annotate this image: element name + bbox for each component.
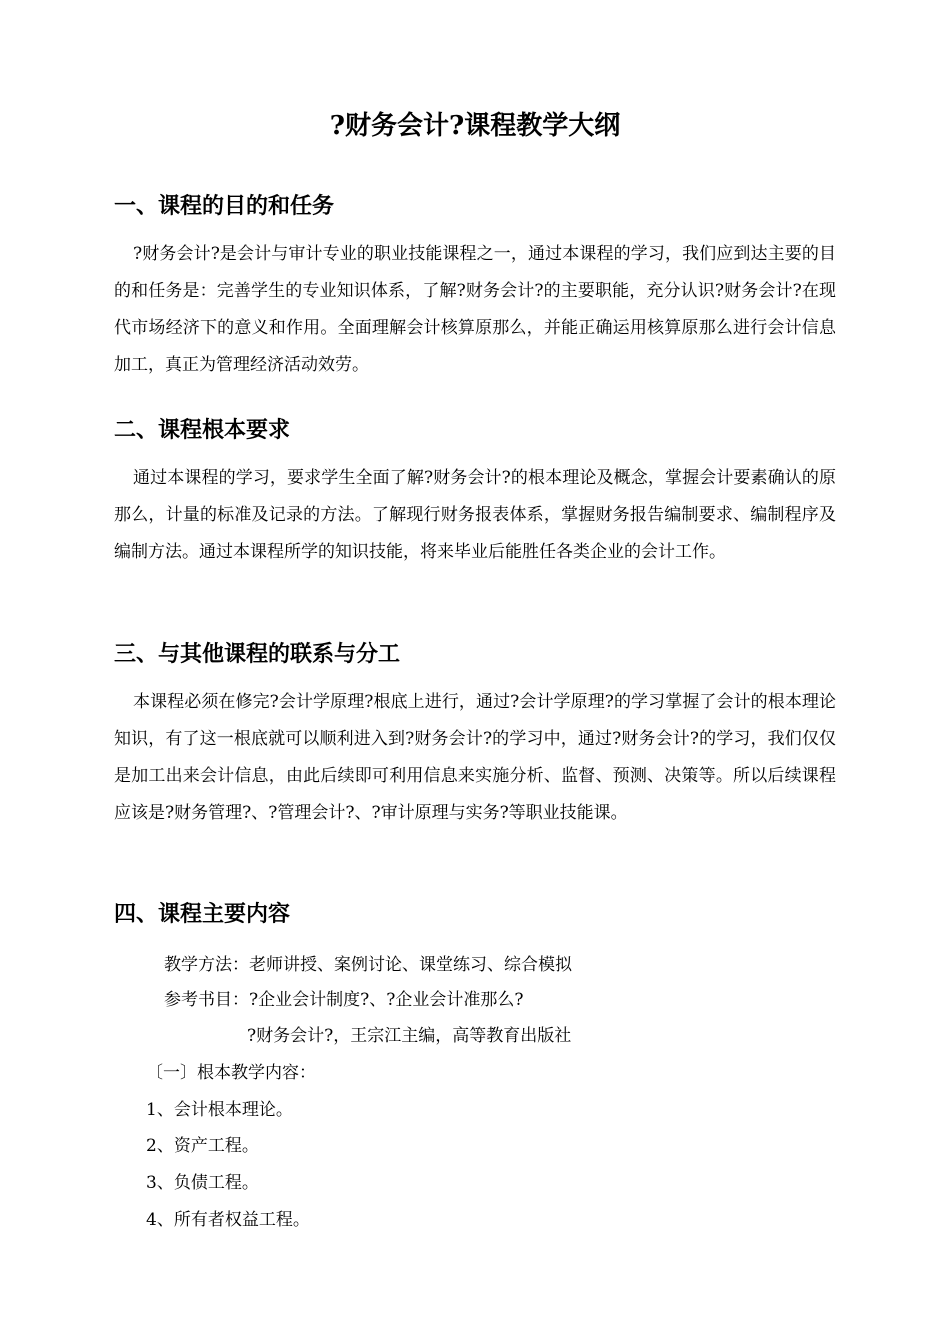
section-heading-requirements: 二、课程根本要求 bbox=[114, 417, 291, 443]
references-line: 参考书目：?企业会计制度?、?企业会计准那么? bbox=[164, 990, 524, 1010]
references-line: ?财务会计?，王宗江主编，高等教育出版社 bbox=[247, 1026, 572, 1046]
section-paragraph-relations: 本课程必须在修完?会计学原理?根底上进行，通过?会计学原理?的学习掌握了会计的根本理论知识，有了这一根底就可以顺利进入到?财务会计?的学习中，通过?财务会计?的学习，我们仅仅是加工出来会计信息，由此后续即可利用信息来实施分析、监督、预测、决策等。所以后续课程应该是?财务管理?、?管理会计?、?审计原理与实务?等职业技能课。 bbox=[114, 692, 836, 823]
list-item: 4、所有者权益工程。 bbox=[146, 1210, 310, 1230]
section-heading-purpose: 一、课程的目的和任务 bbox=[114, 193, 335, 219]
document-title: ?财务会计?课程教学大纲 bbox=[329, 111, 621, 141]
teaching-methods: 教学方法：老师讲授、案例讨论、课堂练习、综合模拟 bbox=[164, 955, 572, 975]
subsection-heading: 〔一〕根本教学内容： bbox=[146, 1063, 316, 1083]
section-heading-relations: 三、与其他课程的联系与分工 bbox=[114, 641, 401, 667]
section-heading-content: 四、课程主要内容 bbox=[114, 901, 291, 927]
list-item: 3、负债工程。 bbox=[146, 1173, 259, 1193]
section-paragraph-requirements: 通过本课程的学习，要求学生全面了解?财务会计?的根本理论及概念，掌握会计要素确认的原那么，计量的标准及记录的方法。了解现行财务报表体系，掌握财务报告编制要求、编制程序及编制方法。通过本课程所学的知识技能，将来毕业后能胜任各类企业的会计工作。 bbox=[114, 468, 836, 562]
list-item: 1、会计根本理论。 bbox=[146, 1100, 293, 1120]
section-paragraph-purpose: ?财务会计?是会计与审计专业的职业技能课程之一，通过本课程的学习，我们应到达主要的目的和任务是：完善学生的专业知识体系，了解?财务会计?的主要职能，充分认识?财务会计?在现代市场经济下的意义和作用。全面理解会计核算原那么，并能正确运用核算原那么进行会计信息加工，真正为管理经济活动效劳。 bbox=[114, 244, 836, 375]
list-item: 2、资产工程。 bbox=[146, 1136, 259, 1156]
